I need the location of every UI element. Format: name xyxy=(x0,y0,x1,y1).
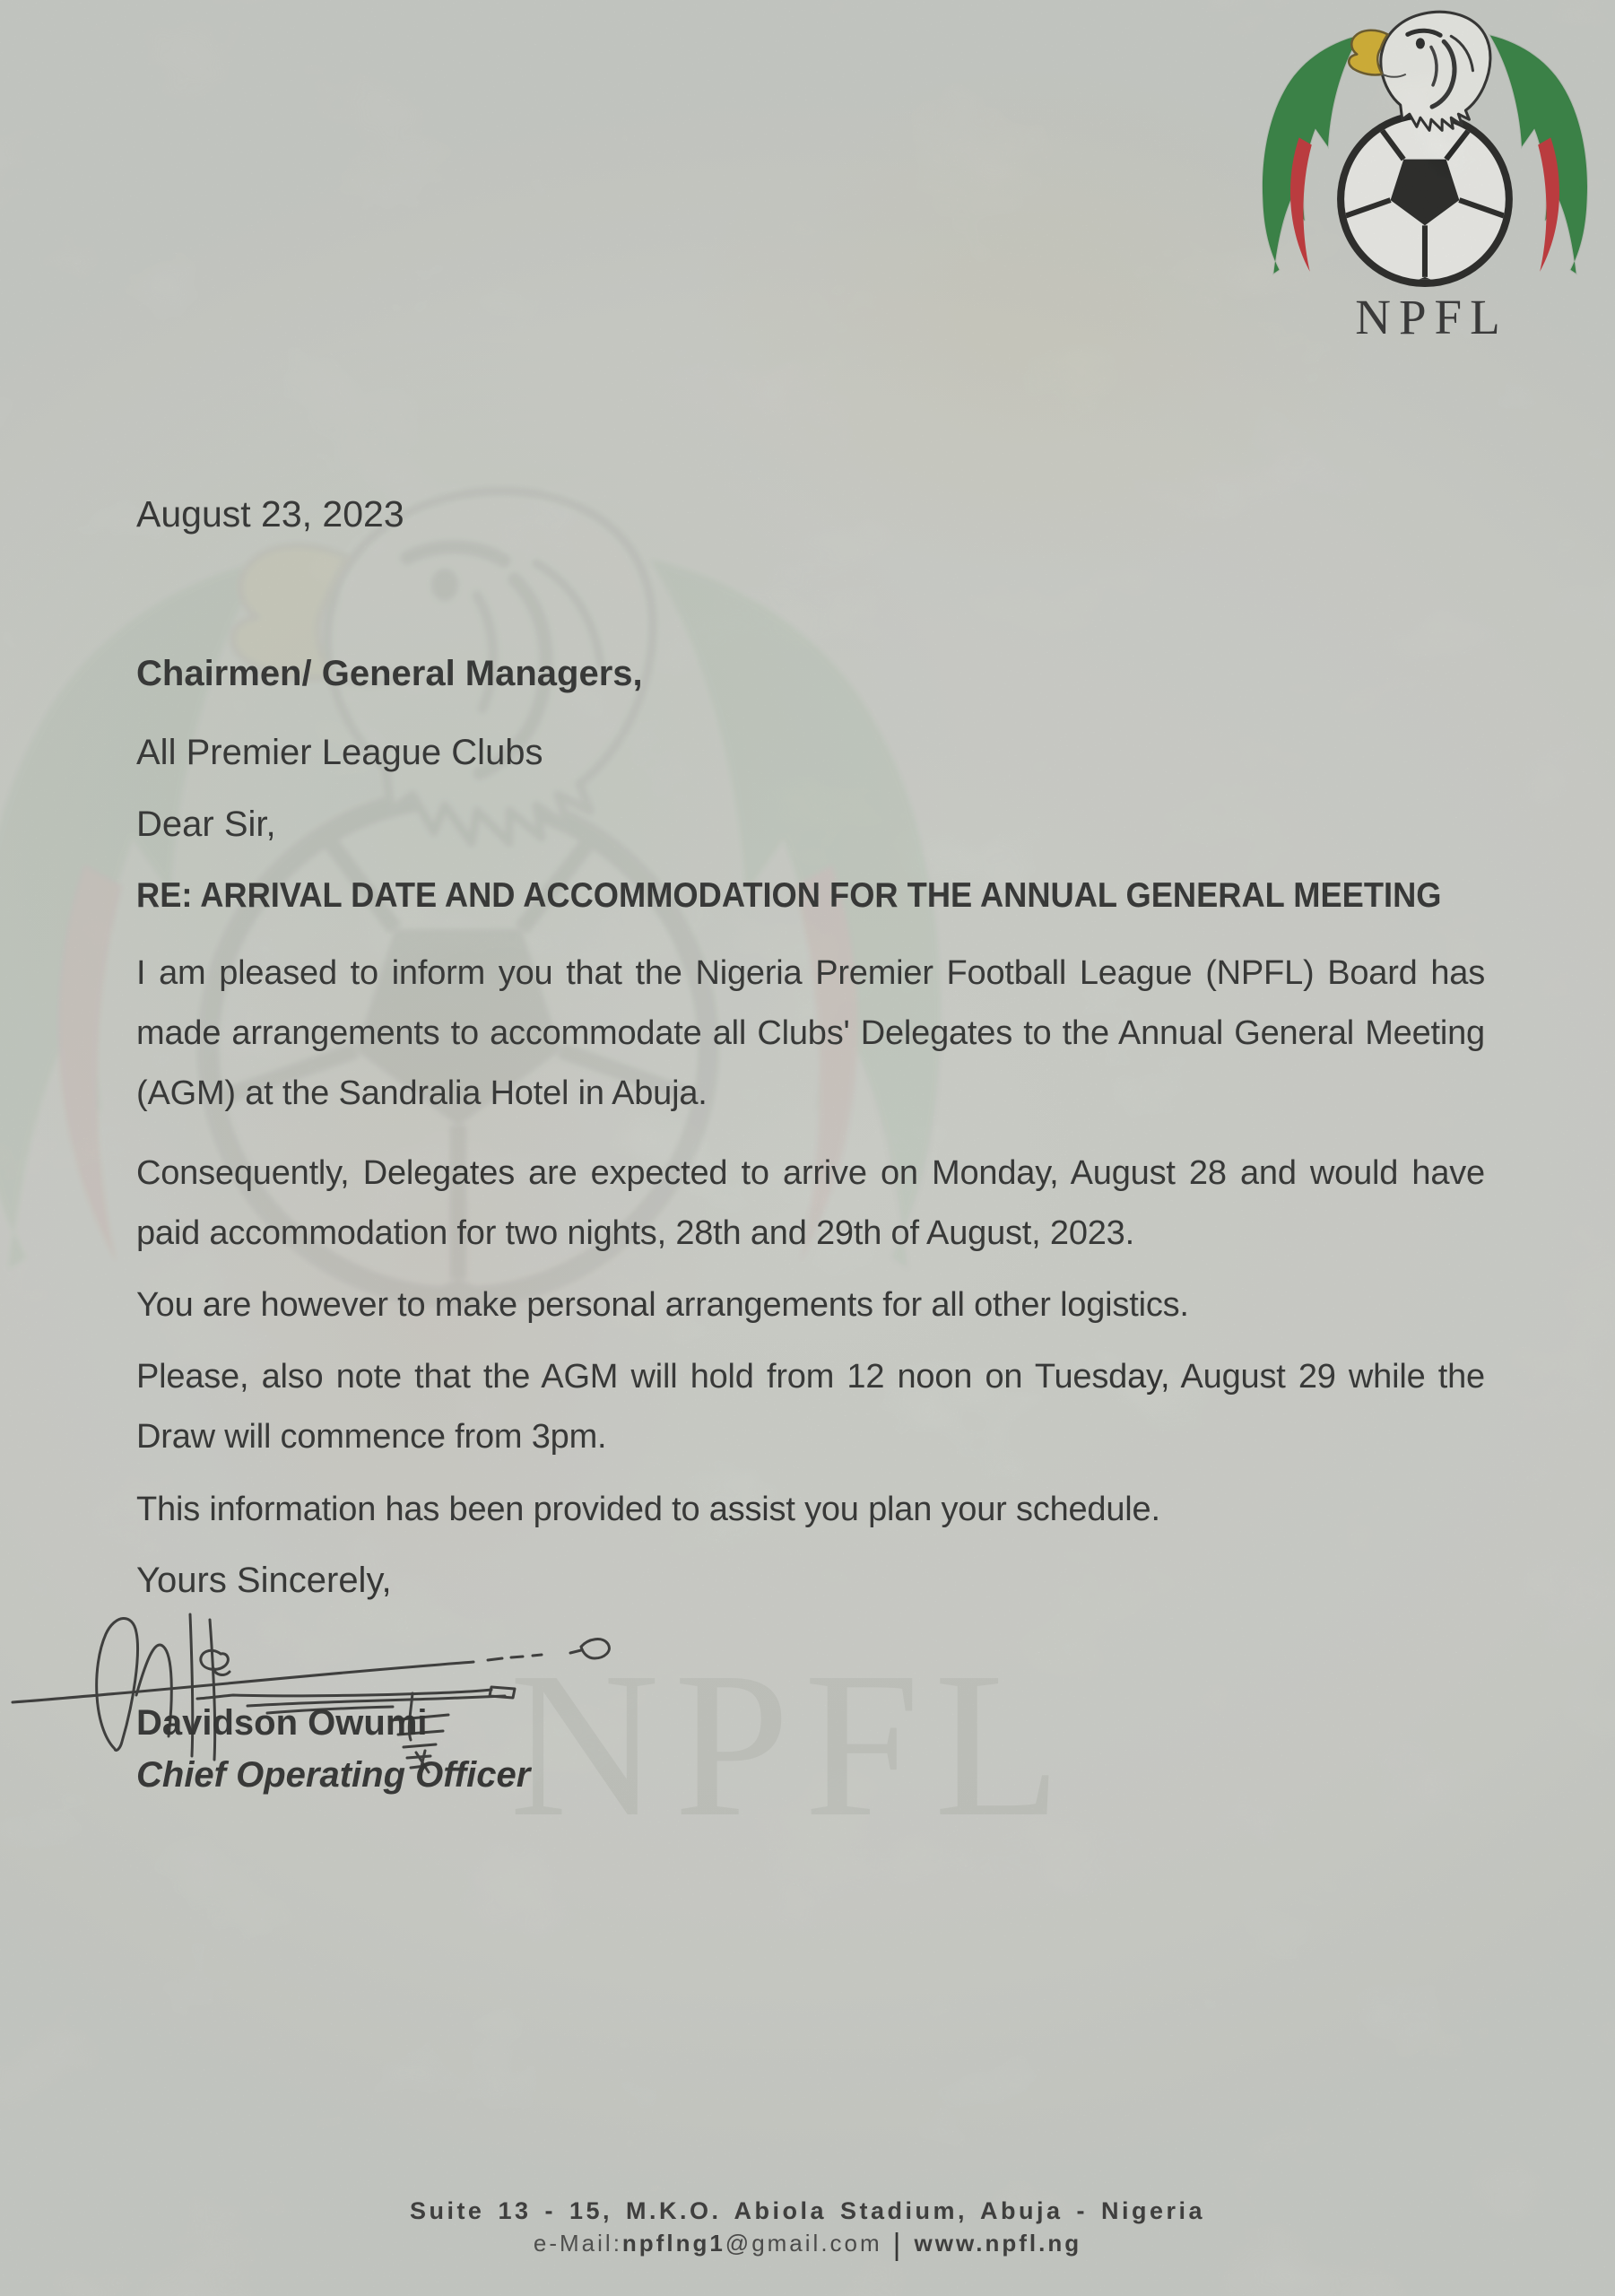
npfl-crest-icon xyxy=(1246,4,1609,289)
salutation: Dear Sir, xyxy=(136,804,276,844)
npfl-logo xyxy=(1246,4,1609,343)
email-domain: @gmail.com xyxy=(725,2230,882,2257)
signatory-name: Davidson Owumi xyxy=(136,1703,428,1743)
website-url: www.npfl.ng xyxy=(914,2230,1082,2257)
body-paragraph: You are however to make personal arrangements for all other logistics. xyxy=(136,1286,1189,1324)
recipient-organization: All Premier League Clubs xyxy=(136,733,543,772)
body-paragraph: Please, also note that the AGM will hold from 12 noon on Tuesday, August 29 while the Draw will commence from 3pm. xyxy=(136,1358,1485,1456)
body-paragraph: Consequently, Delegates are expected to arrive on Monday, August 28 and would have paid accommodation for two nights, 28th and 29th of August, 2023. xyxy=(136,1154,1485,1252)
letter-footer xyxy=(0,2196,1615,2260)
subject-line xyxy=(136,874,1485,918)
footer-contact-line xyxy=(0,2228,1615,2260)
body-paragraph: I am pleased to inform you that the Nigeria Premier Football League (NPFL) Board has made arrangements to accommodate all Clubs' Delegates to the Annual General Meeting (AGM) at the Sandralia Hotel in Abuja. xyxy=(136,954,1485,1112)
subject-text: RE: ARRIVAL DATE AND ACCOMMODATION FOR THE ANNUAL GENERAL MEETING xyxy=(136,876,1442,915)
letter-date: August 23, 2023 xyxy=(136,493,404,535)
recipient-title: Chairmen/ General Managers, xyxy=(136,654,643,693)
logo-org-abbr: NPFL xyxy=(1355,290,1508,344)
separator-bar: | xyxy=(892,2228,904,2262)
signature-scribble xyxy=(7,1561,635,1776)
signatory-title: Chief Operating Officer xyxy=(136,1755,531,1795)
footer-address: Suite 13 - 15, M.K.O. Abiola Stadium, Abuja - Nigeria xyxy=(409,2197,1206,2224)
body-paragraph: This information has been provided to assist you plan your schedule. xyxy=(136,1491,1160,1528)
npfl-text-watermark: NPFL xyxy=(509,1630,1076,1860)
email-user: npflng1 xyxy=(621,2230,725,2257)
email-label: e-Mail: xyxy=(533,2230,622,2257)
closing-line: Yours Sincerely, xyxy=(136,1561,392,1600)
